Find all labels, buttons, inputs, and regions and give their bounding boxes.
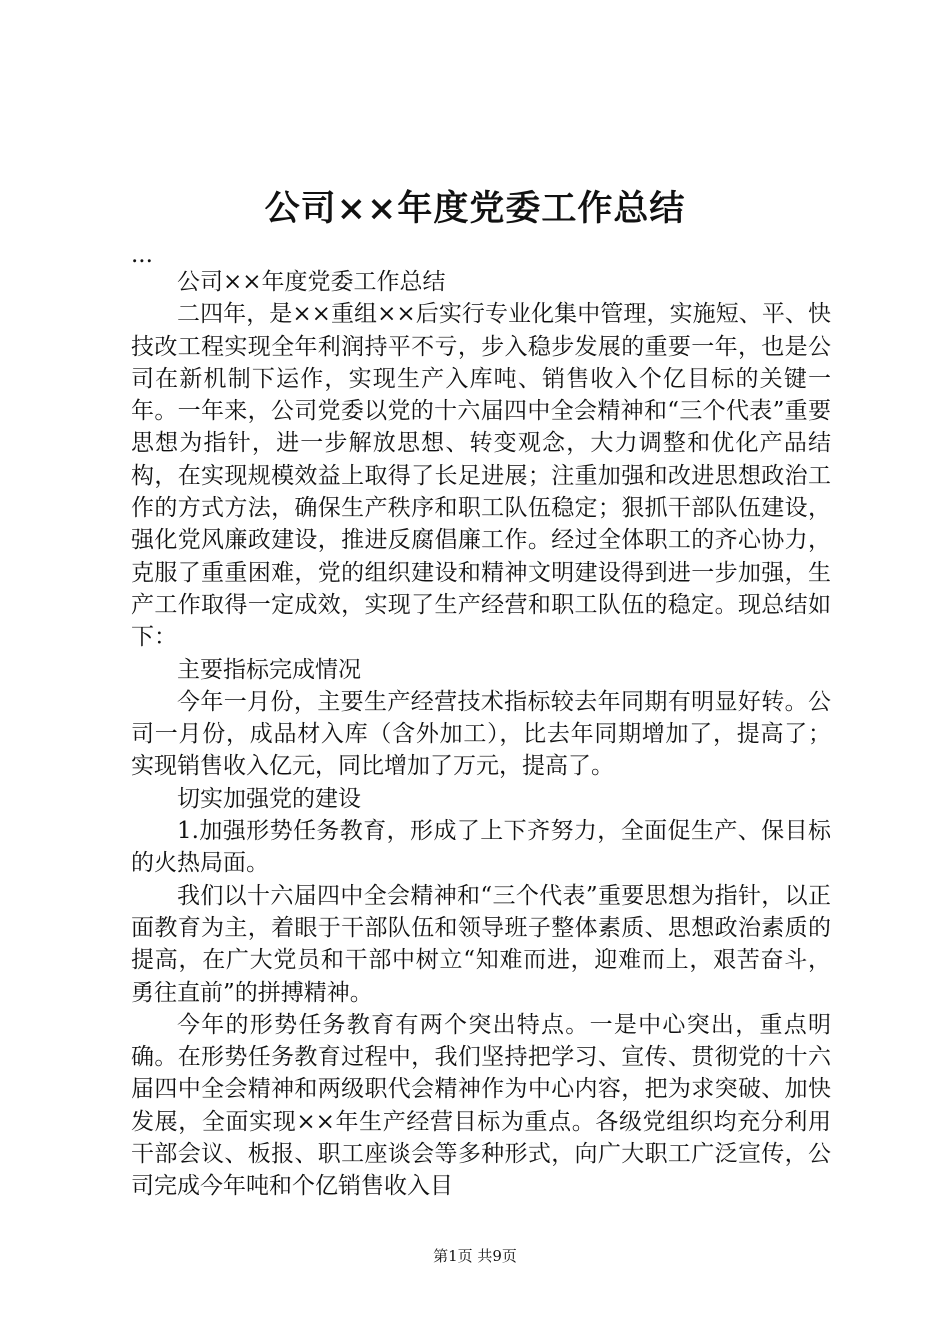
paragraph-features: 今年的形势任务教育有两个突出特点。一是中心突出，重点明确。在形势任务教育过程中，我们坚持把学习、宣传、贯彻党的十六届四中全会精神和两级职代会精神作为中心内容，把为求突破、加快发展，全面实现××年生产经营目标为重点。各级党组织均充分利用干部会议、板报、职工座谈会等多种形式，向广大职工广泛宣传，公司完成今年吨和个亿销售收入目 [131,1011,831,1200]
paragraph-education: 我们以十六届四中全会精神和“三个代表”重要思想为指针，以正面教育为主，着眼于干部队伍和领导班子整体素质、思想政治素质的提高，在广大党员和干部中树立“知难而进，迎难而上，艰苦奋斗，勇往直前”的拼搏精神。 [131,882,831,1006]
ellipsis-line: ... [131,242,153,268]
section-heading-indicators: 主要指标完成情况 [177,656,361,683]
subsection-heading-education: 1.加强形势任务教育，形成了上下齐努力，全面促生产、保目标的火热局面。 [131,818,831,877]
document-body [131,244,831,1203]
paragraph-indicators: 今年一月份，主要生产经营技术指标较去年同期有明显好转。公司一月份，成品材入库（含外加工），比去年同期增加了，提高了；实现销售收入亿元，同比增加了万元，提高了。 [131,688,831,780]
paragraph-intro: 二四年，是××重组××后实行专业化集中管理，实施短、平、快技改工程实现全年利润持平不亏，步入稳步发展的重要一年，也是公司在新机制下运作，实现生产入库吨、销售收入个亿目标的关键一年。一年来，公司党委以党的十六届四中全会精神和“三个代表”重要思想为指针，进一步解放思想、转变观念，大力调整和优化产品结构，在实现规模效益上取得了长足进展；注重加强和改进思想政治工作的方式方法，确保生产秩序和职工队伍稳定；狠抓干部队伍建设，强化党风廉政建设，推进反腐倡廉工作。经过全体职工的齐心协力，克服了重重困难，党的组织建设和精神文明建设得到进一步加强，生产工作取得一定成效，实现了生产经营和职工队伍的稳定。现总结如下： [131,301,831,651]
section-heading-party-building: 切实加强党的建设 [177,785,361,812]
page-number-footer: 第1页 共9页 [433,1247,517,1265]
paragraph-heading: 公司××年度党委工作总结 [177,269,446,295]
document-title: 公司××年度党委工作总结 [264,188,686,229]
